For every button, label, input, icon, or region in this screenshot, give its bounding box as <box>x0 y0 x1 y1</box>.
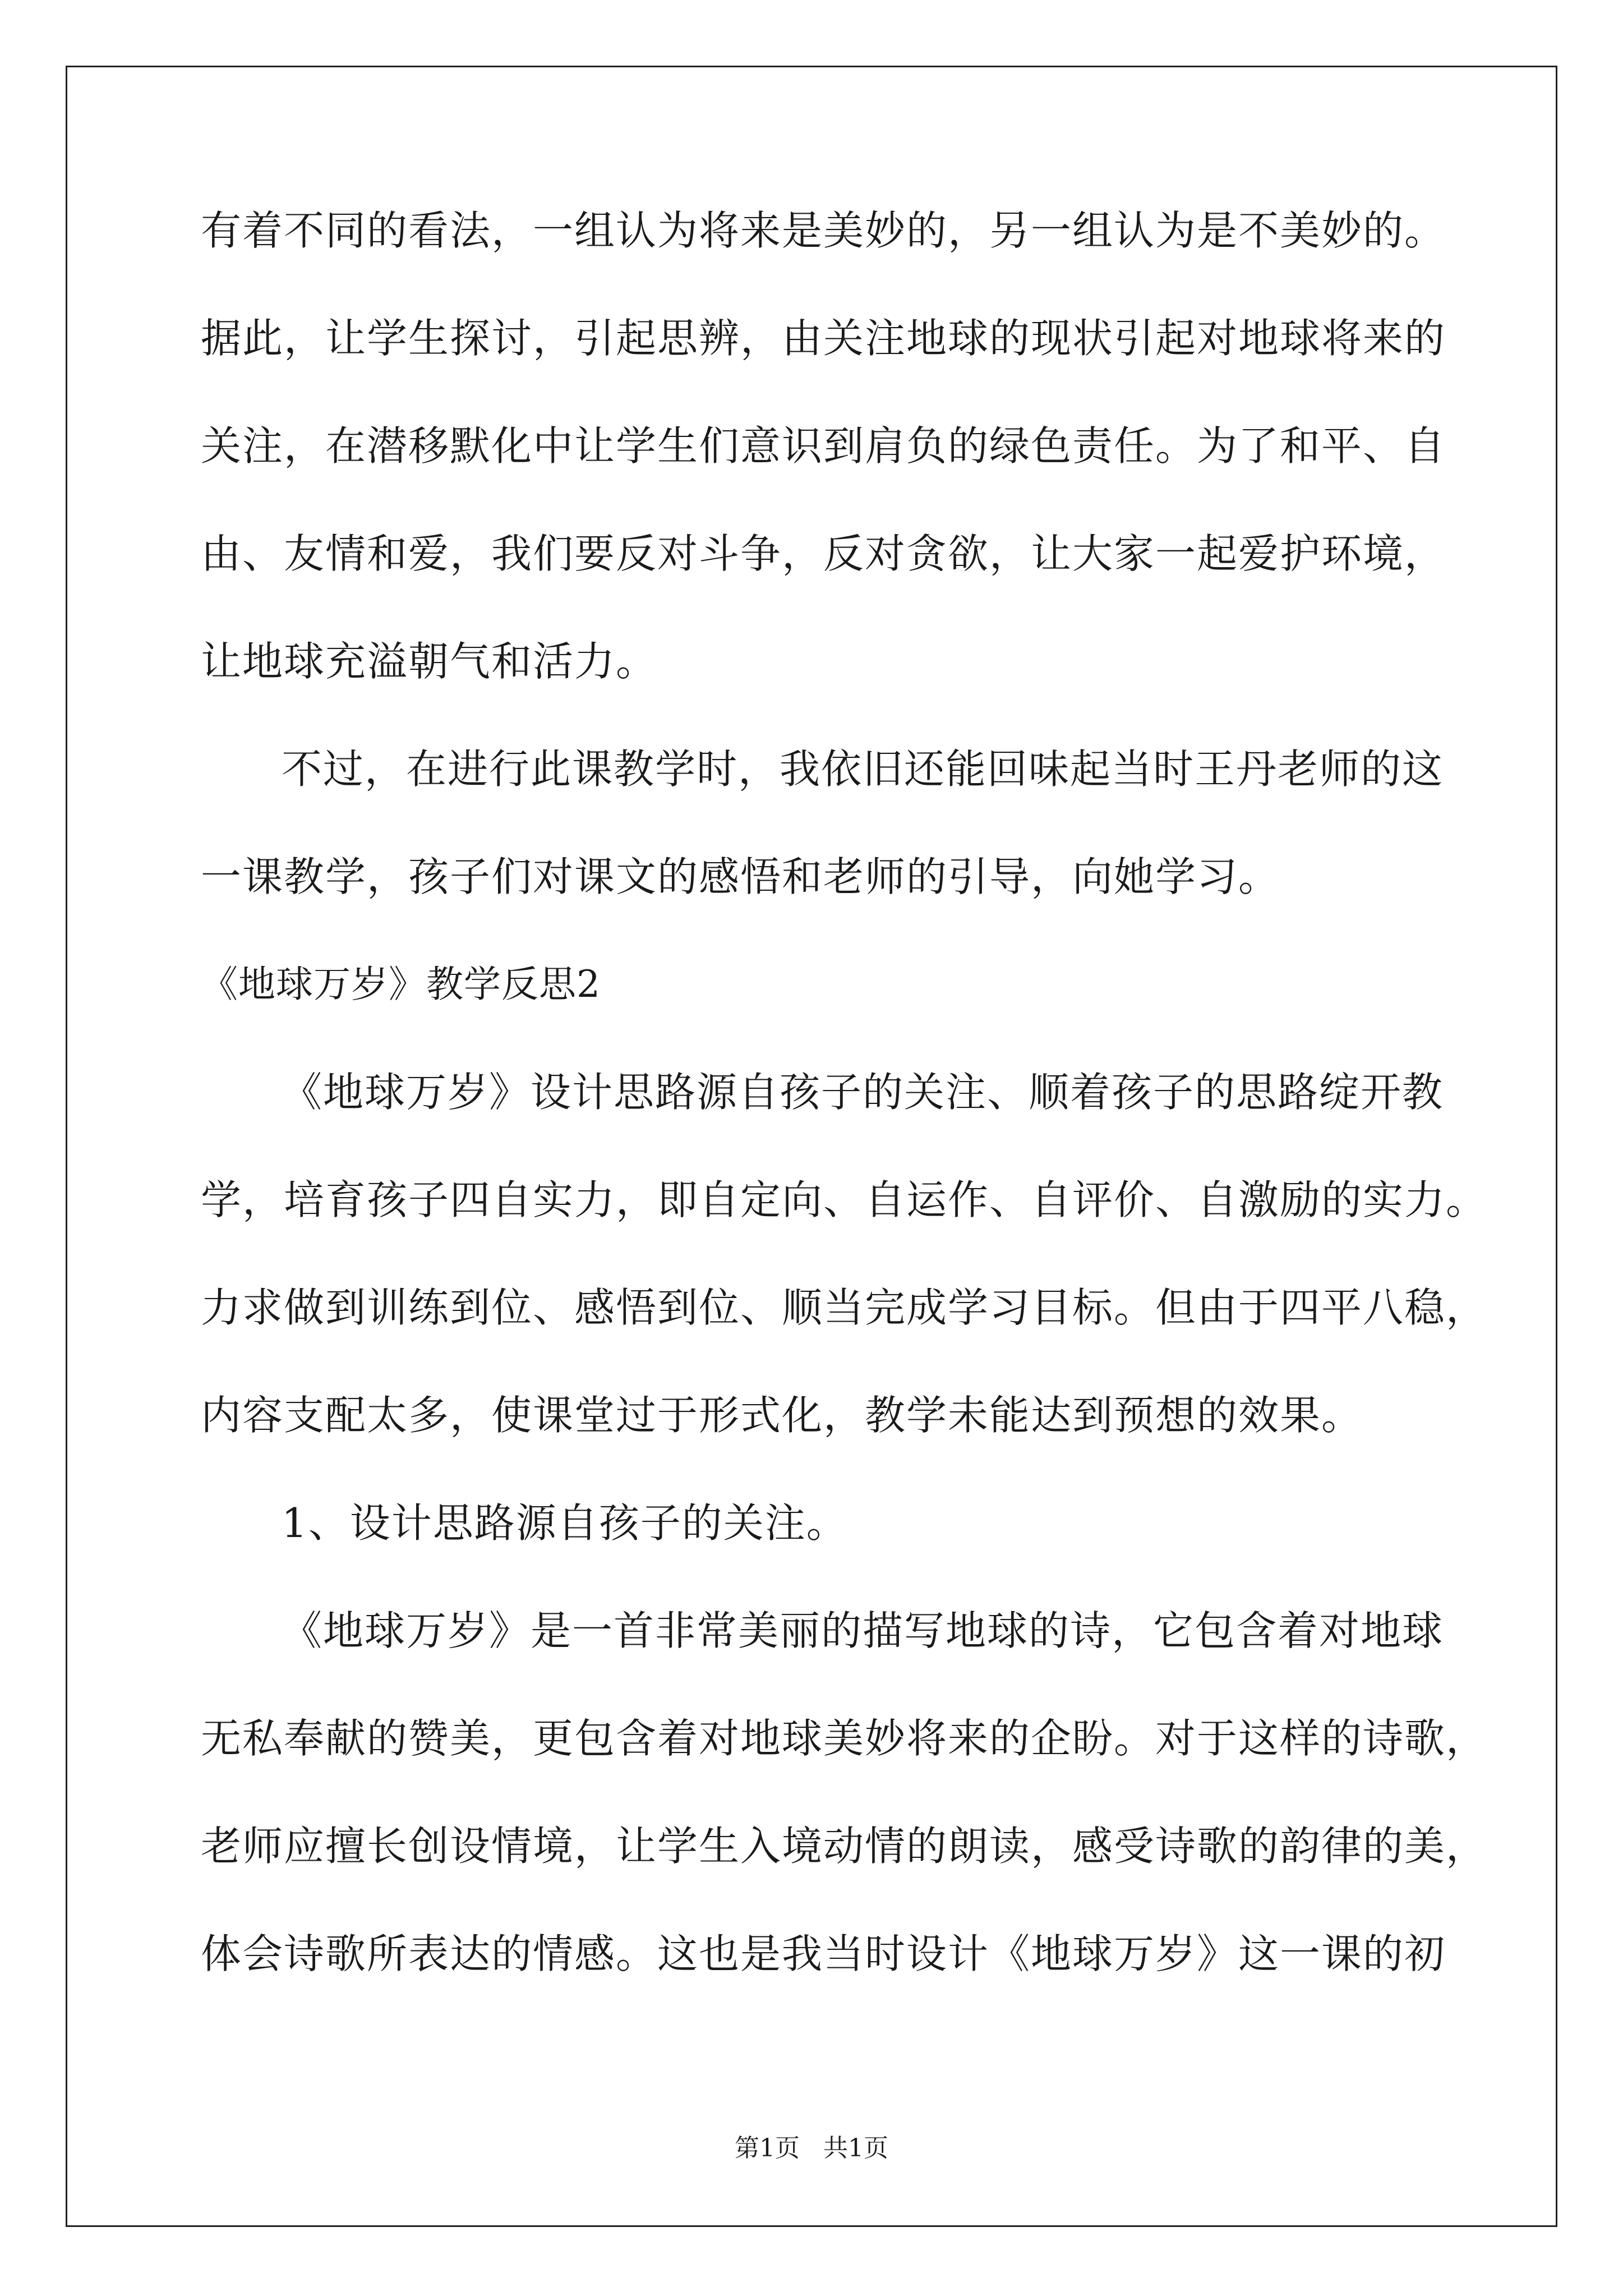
paragraph-line: 无私奉献的赞美，更包含着对地球美妙将来的企盼。对于这样的诗歌， <box>201 1715 1488 1762</box>
paragraph-line: 《地球万岁》设计思路源自孩子的关注、顺着孩子的思路绽开教 <box>282 1069 1444 1116</box>
page-total: 共1页 <box>823 2134 888 2162</box>
paragraph-line: 据此，让学生探讨，引起思辨，由关注地球的现状引起对地球将来的 <box>201 315 1446 362</box>
page-number: 第1页 <box>735 2134 800 2162</box>
paragraph-line: 不过，在进行此课教学时，我依旧还能回味起当时王丹老师的这 <box>282 746 1444 793</box>
paragraph-line: 由、友情和爱，我们要反对斗争，反对贪欲，让大家一起爱护环境， <box>201 530 1446 577</box>
page-footer <box>0 2132 1623 2165</box>
paragraph-line: 内容支配太多，使课堂过于形式化，教学未能达到预想的效果。 <box>201 1392 1363 1439</box>
paragraph-line: 体会诗歌所表达的情感。这也是我当时设计《地球万岁》这一课的初 <box>201 1930 1446 1977</box>
page-border <box>66 66 1557 2227</box>
paragraph-line: 有着不同的看法，一组认为将来是美妙的，另一组认为是不美妙的。 <box>201 207 1446 254</box>
paragraph-line: 一课教学，孩子们对课文的感悟和老师的引导，向她学习。 <box>201 853 1280 900</box>
paragraph-line: 学，培育孩子四自实力，即自定向、自运作、自评价、自激励的实力。 <box>201 1176 1488 1223</box>
list-item-heading: 1、设计思路源自孩子的关注。 <box>282 1499 848 1547</box>
section-heading: 《地球万岁》教学反思2 <box>201 963 601 1006</box>
paragraph-line: 力求做到训练到位、感悟到位、顺当完成学习目标。但由于四平八稳， <box>201 1284 1488 1331</box>
paragraph-line: 《地球万岁》是一首非常美丽的描写地球的诗，它包含着对地球 <box>282 1607 1444 1654</box>
paragraph-line: 关注，在潜移默化中让学生们意识到肩负的绿色责任。为了和平、自 <box>201 422 1446 470</box>
paragraph-line: 让地球充溢朝气和活力。 <box>201 638 658 685</box>
paragraph-line: 老师应擅长创设情境，让学生入境动情的朗读，感受诗歌的韵律的美， <box>201 1823 1488 1870</box>
